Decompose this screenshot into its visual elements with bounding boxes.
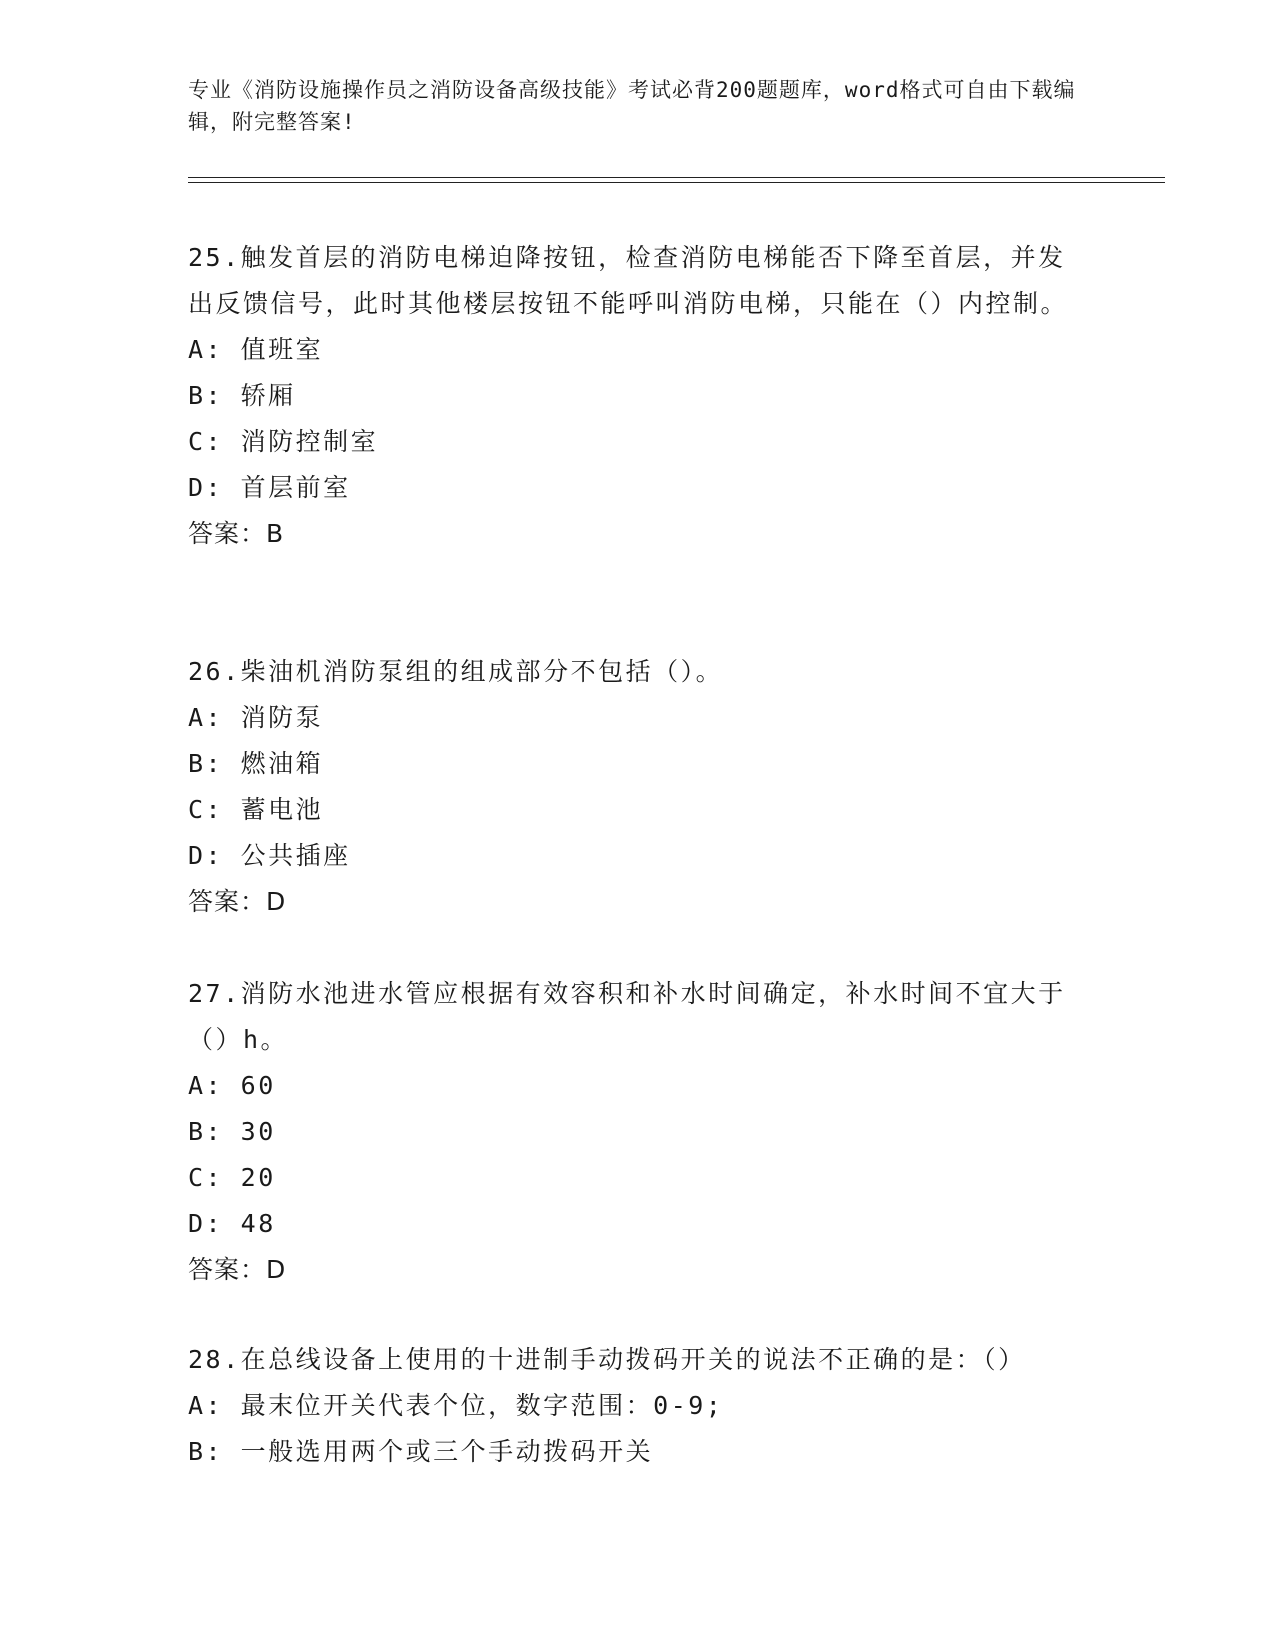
question-stem: 28.在总线设备上使用的十进制手动拨码开关的说法不正确的是：（） [188,1345,1026,1374]
header-divider-top [188,177,1165,178]
question-28 [188,1337,1088,1475]
option-b: B: 一般选用两个或三个手动拨码开关 [188,1437,654,1466]
answer: 答案：B [188,519,285,548]
option-d: D: 公共插座 [188,841,351,870]
answer: 答案：D [188,1255,287,1284]
question-26 [188,649,1088,925]
option-a: A: 最末位开关代表个位，数字范围：0-9; [188,1391,724,1420]
question-stem: 27.消防水池进水管应根据有效容积和补水时间确定，补水时间不宜大于（）h。 [188,979,1066,1054]
answer: 答案：D [188,887,287,916]
option-d: D: 48 [188,1209,276,1238]
option-b: B: 燃油箱 [188,749,324,778]
option-c: C: 20 [188,1163,276,1192]
document-header: 专业《消防设施操作员之消防设备高级技能》考试必背200题题库，word格式可自由下载编辑，附完整答案! [188,78,1076,134]
option-b: B: 轿厢 [188,381,296,410]
question-27 [188,971,1088,1293]
option-b: B: 30 [188,1117,276,1146]
option-a: A: 消防泵 [188,703,324,732]
option-d: D: 首层前室 [188,473,351,502]
option-c: C: 消防控制室 [188,427,379,456]
option-a: A: 60 [188,1071,276,1100]
question-25 [188,235,1088,557]
question-stem: 26.柴油机消防泵组的组成部分不包括（）。 [188,657,724,686]
option-c: C: 蓄电池 [188,795,324,824]
question-stem: 25.触发首层的消防电梯迫降按钮，检查消防电梯能否下降至首层，并发出反馈信号，此时其他楼层按钮不能呼叫消防电梯，只能在（）内控制。 [188,243,1069,318]
option-a: A: 值班室 [188,335,324,364]
header-divider-bottom [188,182,1165,183]
